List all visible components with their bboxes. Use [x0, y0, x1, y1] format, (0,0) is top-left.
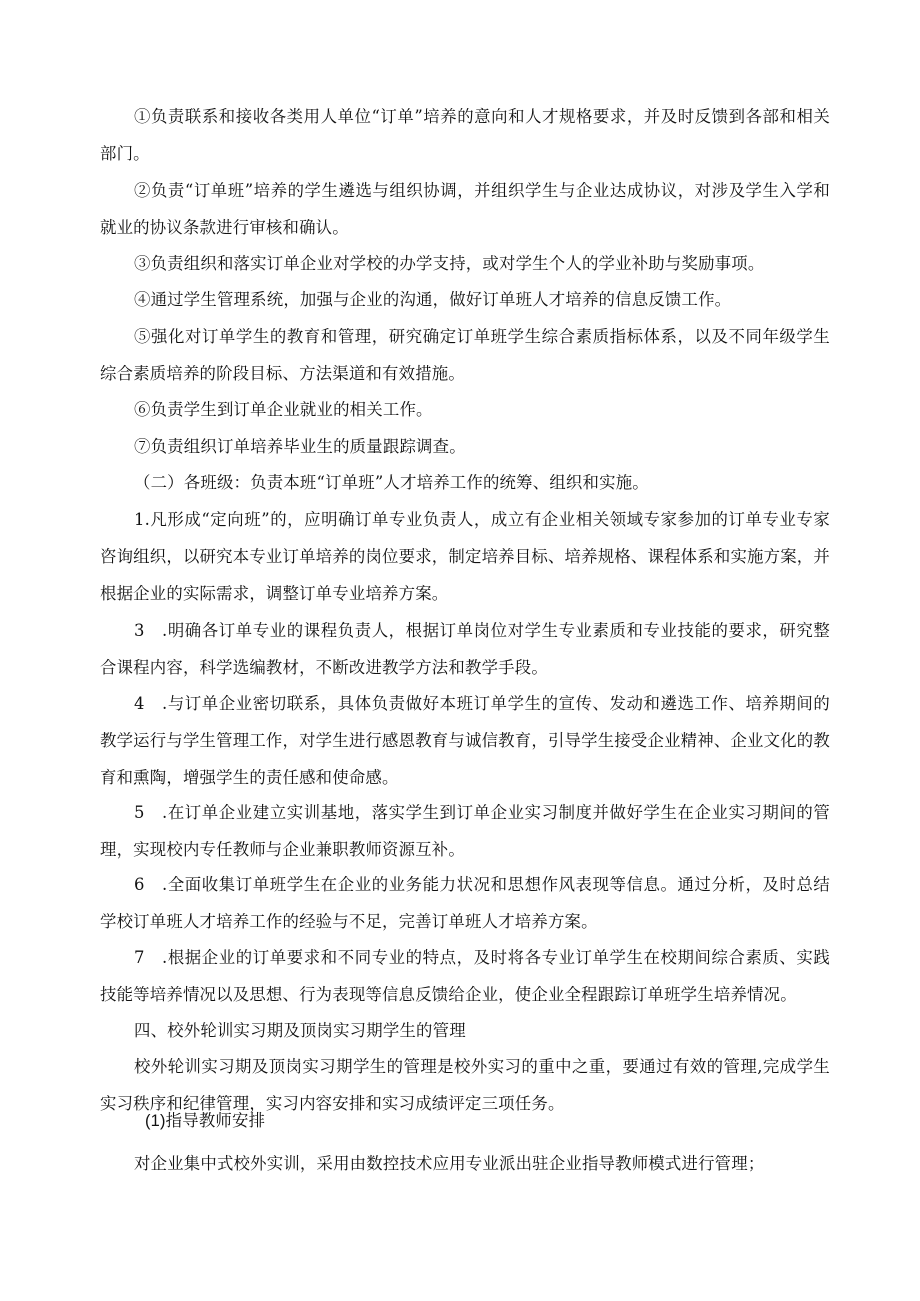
paragraph-duty-4: ④通过学生管理系统，加强与企业的沟通，做好订单班人才培养的信息反馈工作。: [134, 290, 732, 309]
section-heading-class-level: （二）各班级：负责本班“订单班”人才培养工作的统筹、组织和实施。: [134, 473, 649, 492]
paragraph-item-3: 3 .明确各订单专业的课程负责人，根据订单岗位对学生专业素质和专业技能的要求，研究整合课程内容，科学选编教材，不断改进教学方法和教学手段。: [100, 621, 830, 677]
paragraph-duty-6: ⑥负责学生到订单企业就业的相关工作。: [134, 400, 433, 419]
paragraph-section-four-intro: 校外轮训实习期及顶岗实习期学生的管理是校外实习的重中之重，要通过有效的管理,完成学生实习秩序和纪律管理，实习内容安排和实习成绩评定三项任务。: [100, 1057, 830, 1113]
paragraph-item-5: 5 .在订单企业建立实训基地，落实学生到订单企业实习制度并做好学生在企业实习期间的管理，实现校内专任教师与企业兼职教师资源互补。: [100, 803, 830, 859]
paragraph-item-6: 6 .全面收集订单班学生在企业的业务能力状况和思想作风表现等信息。通过分析，及时总结学校订单班人才培养工作的经验与不足，完善订单班人才培养方案。: [100, 875, 830, 931]
section-heading-four: 四、校外轮训实习期及顶岗实习期学生的管理: [134, 1021, 466, 1040]
paragraph-duty-3: ③负责组织和落实订单企业对学校的办学支持，或对学生个人的学业补助与奖励事项。: [134, 254, 765, 273]
paragraph-item-4: 4 .与订单企业密切联系，具体负责做好本班订单学生的宣传、发动和遴选工作、培养期间的教学运行与学生管理工作，对学生进行感恩教育与诚信教育，引导学生接受企业精神、企业文化的教育和熏陶，增强学生的责任感和使命感。: [100, 694, 830, 787]
paragraph-duty-1: ①负责联系和接收各类用人单位“订单”培养的意向和人才规格要求，并及时反馈到各部和相关部门。: [100, 107, 830, 163]
subheading-instructor-arrangement: (1)指导教师安排: [145, 1112, 266, 1130]
paragraph-duty-2: ②负责“订单班”培养的学生遴选与组织协调，并组织学生与企业达成协议，对涉及学生入学和就业的协议条款进行审核和确认。: [100, 181, 830, 237]
paragraph-item-1: 1.凡形成“定向班”的，应明确订单专业负责人，成立有企业相关领域专家参加的订单专业专家咨询组织，以研究本专业订单培养的岗位要求，制定培养目标、培养规格、课程体系和实施方案，并根据企业的实际需求，调整订单专业培养方案。: [100, 510, 830, 603]
paragraph-duty-7: ⑦负责组织订单培养毕业生的质量跟踪调查。: [134, 437, 466, 456]
paragraph-duty-5: ⑤强化对订单学生的教育和管理，研究确定订单班学生综合素质指标体系，以及不同年级学生综合素质培养的阶段目标、方法渠道和有效措施。: [100, 327, 830, 383]
paragraph-item-7: 7 .根据企业的订单要求和不同专业的特点，及时将各专业订单学生在校期间综合素质、实践技能等培养情况以及思想、行为表现等信息反馈给企业，使企业全程跟踪订单班学生培养情况。: [100, 948, 830, 1004]
paragraph-instructor-mode: 对企业集中式校外实训，采用由数控技术应用专业派出驻企业指导教师模式进行管理；: [134, 1154, 765, 1173]
